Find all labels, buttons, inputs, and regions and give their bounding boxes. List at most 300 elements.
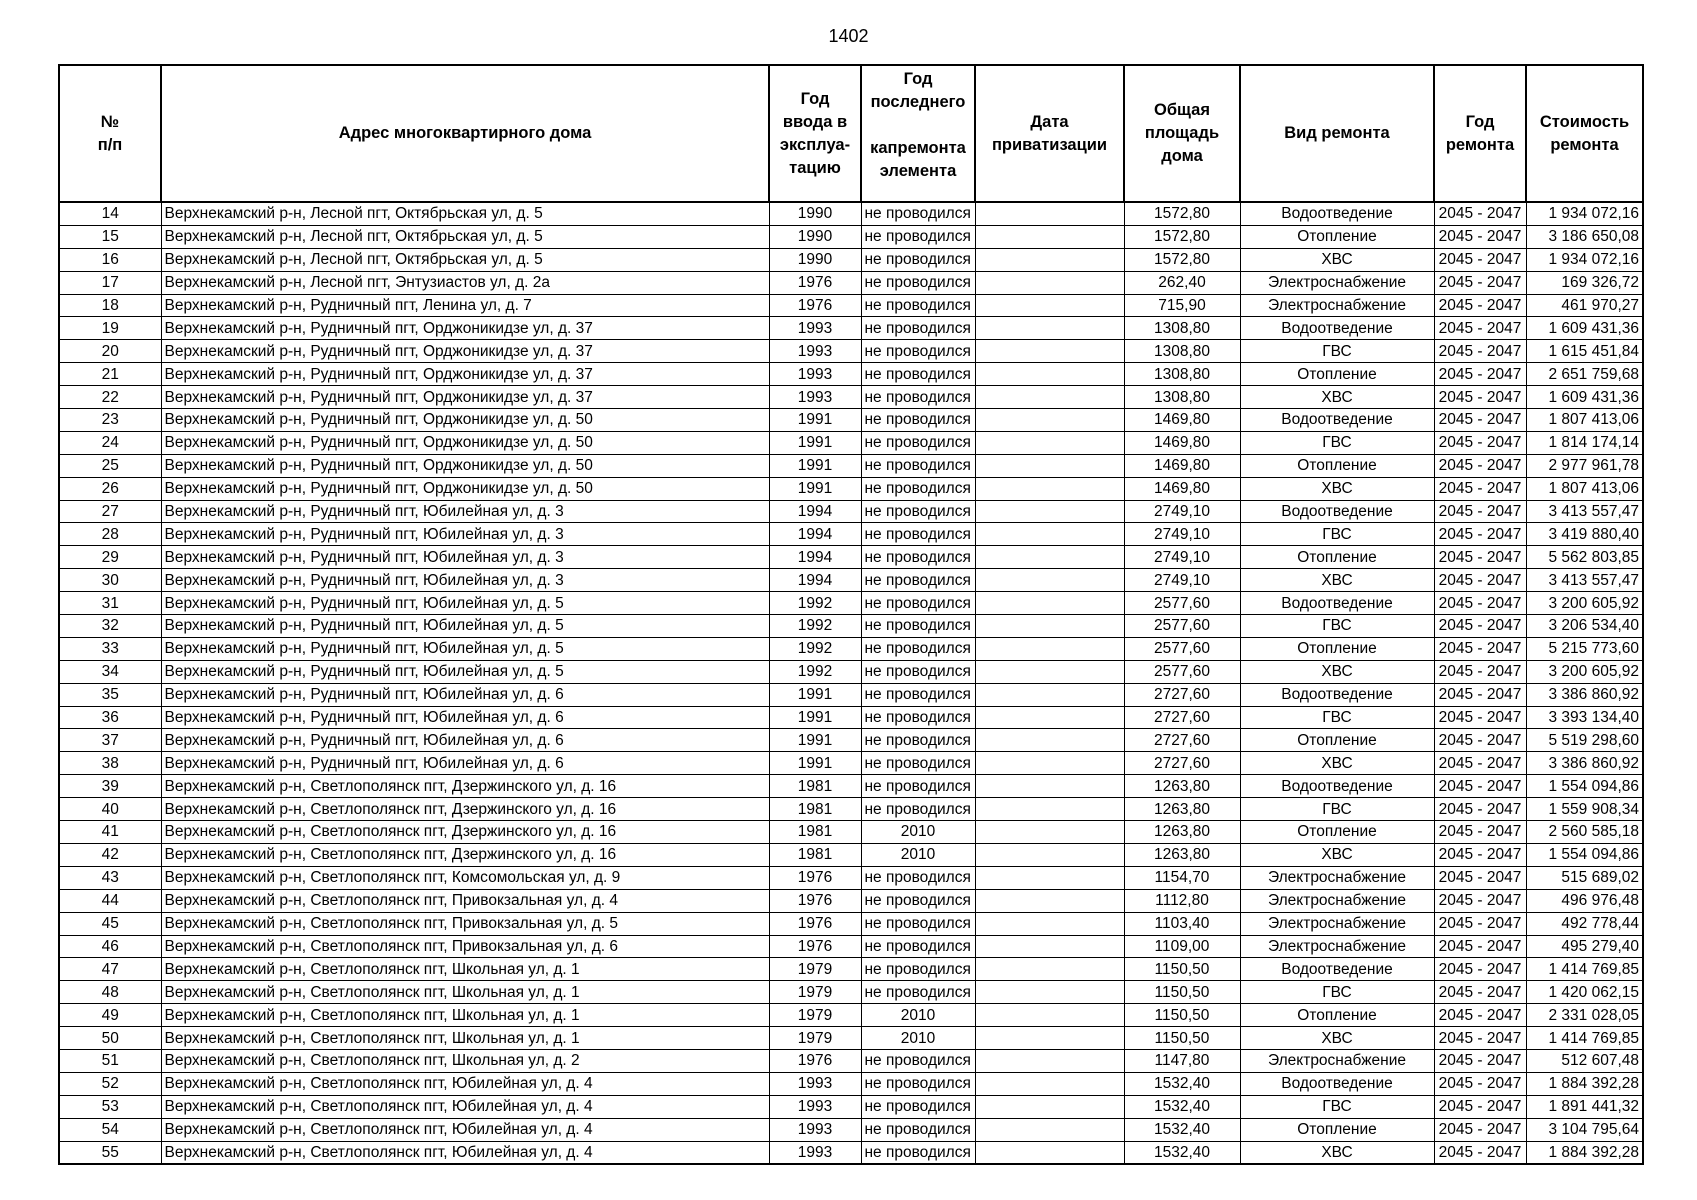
header-total-area: Общая площадь дома: [1124, 65, 1240, 202]
header-repair-type: Вид ремонта: [1240, 65, 1434, 202]
cell-repair-type: Отопление: [1240, 225, 1434, 248]
cell-repair-cost: 461 970,27: [1526, 294, 1643, 317]
cell-privatization: [975, 500, 1124, 523]
cell-address: Верхнекамский р-н, Светлополянск пгт, Юбилейная ул, д. 4: [161, 1095, 769, 1118]
cell-repair-type: Водоотведение: [1240, 592, 1434, 615]
cell-total-area: 1263,80: [1124, 798, 1240, 821]
cell-last-repair: не проводился: [861, 1095, 975, 1118]
cell-commission-year: 1993: [769, 1118, 861, 1141]
cell-repair-type: Отопление: [1240, 729, 1434, 752]
cell-commission-year: 1990: [769, 248, 861, 271]
cell-repair-cost: 1 609 431,36: [1526, 317, 1643, 340]
cell-num: 42: [59, 843, 161, 866]
cell-repair-cost: 3 386 860,92: [1526, 752, 1643, 775]
cell-last-repair: не проводился: [861, 1141, 975, 1164]
cell-repair-type: ГВС: [1240, 340, 1434, 363]
cell-repair-type: Водоотведение: [1240, 500, 1434, 523]
cell-last-repair: не проводился: [861, 569, 975, 592]
cell-repair-year: 2045 - 2047: [1434, 1072, 1526, 1095]
cell-total-area: 1308,80: [1124, 340, 1240, 363]
header-row: [59, 65, 1643, 202]
cell-commission-year: 1990: [769, 202, 861, 225]
cell-commission-year: 1991: [769, 752, 861, 775]
cell-commission-year: 1976: [769, 294, 861, 317]
cell-privatization: [975, 523, 1124, 546]
cell-privatization: [975, 454, 1124, 477]
cell-commission-year: 1992: [769, 615, 861, 638]
header-address: Адрес многоквартирного дома: [161, 65, 769, 202]
cell-repair-type: ГВС: [1240, 981, 1434, 1004]
cell-privatization: [975, 729, 1124, 752]
cell-num: 34: [59, 660, 161, 683]
cell-address: Верхнекамский р-н, Светлополянск пгт, Школьная ул, д. 1: [161, 1027, 769, 1050]
table-row: [59, 729, 1643, 752]
cell-repair-year: 2045 - 2047: [1434, 843, 1526, 866]
cell-num: 51: [59, 1049, 161, 1072]
cell-num: 55: [59, 1141, 161, 1164]
cell-address: Верхнекамский р-н, Светлополянск пгт, Привокзальная ул, д. 4: [161, 889, 769, 912]
cell-num: 23: [59, 409, 161, 432]
table-row: [59, 431, 1643, 454]
cell-privatization: [975, 248, 1124, 271]
cell-repair-cost: 3 104 795,64: [1526, 1118, 1643, 1141]
cell-commission-year: 1991: [769, 706, 861, 729]
cell-repair-cost: 515 689,02: [1526, 866, 1643, 889]
cell-last-repair: не проводился: [861, 683, 975, 706]
cell-privatization: [975, 912, 1124, 935]
cell-repair-type: ХВС: [1240, 569, 1434, 592]
cell-last-repair: не проводился: [861, 248, 975, 271]
cell-last-repair: не проводился: [861, 431, 975, 454]
cell-commission-year: 1993: [769, 363, 861, 386]
cell-repair-year: 2045 - 2047: [1434, 225, 1526, 248]
table-row: [59, 775, 1643, 798]
cell-total-area: 2577,60: [1124, 615, 1240, 638]
table-row: [59, 637, 1643, 660]
cell-privatization: [975, 821, 1124, 844]
cell-last-repair: не проводился: [861, 202, 975, 225]
cell-repair-year: 2045 - 2047: [1434, 798, 1526, 821]
cell-repair-type: Электроснабжение: [1240, 294, 1434, 317]
cell-privatization: [975, 363, 1124, 386]
cell-commission-year: 1991: [769, 477, 861, 500]
cell-privatization: [975, 225, 1124, 248]
cell-commission-year: 1994: [769, 500, 861, 523]
cell-commission-year: 1981: [769, 843, 861, 866]
cell-commission-year: 1981: [769, 821, 861, 844]
cell-privatization: [975, 889, 1124, 912]
cell-privatization: [975, 317, 1124, 340]
cell-num: 16: [59, 248, 161, 271]
cell-repair-year: 2045 - 2047: [1434, 1141, 1526, 1164]
cell-num: 19: [59, 317, 161, 340]
cell-commission-year: 1976: [769, 889, 861, 912]
cell-num: 18: [59, 294, 161, 317]
cell-privatization: [975, 683, 1124, 706]
cell-repair-type: ГВС: [1240, 431, 1434, 454]
cell-num: 46: [59, 935, 161, 958]
cell-repair-year: 2045 - 2047: [1434, 202, 1526, 225]
table-row: [59, 592, 1643, 615]
cell-address: Верхнекамский р-н, Светлополянск пгт, Дзержинского ул, д. 16: [161, 798, 769, 821]
cell-commission-year: 1992: [769, 637, 861, 660]
header-commission-year: Год ввода в эксплуа- тацию: [769, 65, 861, 202]
cell-commission-year: 1993: [769, 1095, 861, 1118]
cell-privatization: [975, 477, 1124, 500]
table-row: [59, 615, 1643, 638]
cell-repair-cost: 2 977 961,78: [1526, 454, 1643, 477]
table-row: [59, 889, 1643, 912]
cell-commission-year: 1979: [769, 981, 861, 1004]
cell-privatization: [975, 1118, 1124, 1141]
cell-num: 44: [59, 889, 161, 912]
cell-total-area: 2727,60: [1124, 752, 1240, 775]
table-row: [59, 660, 1643, 683]
cell-repair-type: Отопление: [1240, 546, 1434, 569]
cell-repair-cost: 2 651 759,68: [1526, 363, 1643, 386]
cell-commission-year: 1979: [769, 1027, 861, 1050]
cell-last-repair: не проводился: [861, 317, 975, 340]
cell-last-repair: 2010: [861, 821, 975, 844]
cell-repair-type: Отопление: [1240, 363, 1434, 386]
cell-privatization: [975, 431, 1124, 454]
cell-num: 37: [59, 729, 161, 752]
cell-address: Верхнекамский р-н, Рудничный пгт, Орджоникидзе ул, д. 37: [161, 317, 769, 340]
cell-repair-cost: 2 560 585,18: [1526, 821, 1643, 844]
cell-last-repair: не проводился: [861, 271, 975, 294]
cell-address: Верхнекамский р-н, Светлополянск пгт, Привокзальная ул, д. 6: [161, 935, 769, 958]
cell-last-repair: не проводился: [861, 592, 975, 615]
cell-address: Верхнекамский р-н, Рудничный пгт, Юбилейная ул, д. 3: [161, 569, 769, 592]
cell-address: Верхнекамский р-н, Рудничный пгт, Орджоникидзе ул, д. 50: [161, 409, 769, 432]
cell-repair-type: Электроснабжение: [1240, 889, 1434, 912]
cell-repair-year: 2045 - 2047: [1434, 637, 1526, 660]
cell-repair-type: ГВС: [1240, 615, 1434, 638]
cell-repair-cost: 1 615 451,84: [1526, 340, 1643, 363]
cell-total-area: 1572,80: [1124, 225, 1240, 248]
cell-repair-type: Водоотведение: [1240, 683, 1434, 706]
cell-total-area: 1103,40: [1124, 912, 1240, 935]
cell-last-repair: 2010: [861, 1004, 975, 1027]
cell-repair-cost: 1 554 094,86: [1526, 775, 1643, 798]
table-row: [59, 569, 1643, 592]
cell-address: Верхнекамский р-н, Рудничный пгт, Юбилейная ул, д. 6: [161, 706, 769, 729]
cell-privatization: [975, 775, 1124, 798]
cell-repair-cost: 1 891 441,32: [1526, 1095, 1643, 1118]
cell-address: Верхнекамский р-н, Светлополянск пгт, Привокзальная ул, д. 5: [161, 912, 769, 935]
cell-address: Верхнекамский р-н, Светлополянск пгт, Школьная ул, д. 1: [161, 958, 769, 981]
cell-repair-year: 2045 - 2047: [1434, 752, 1526, 775]
cell-repair-type: ХВС: [1240, 477, 1434, 500]
cell-commission-year: 1976: [769, 912, 861, 935]
cell-repair-type: Водоотведение: [1240, 202, 1434, 225]
cell-repair-type: ХВС: [1240, 752, 1434, 775]
cell-repair-type: Электроснабжение: [1240, 1049, 1434, 1072]
cell-privatization: [975, 271, 1124, 294]
cell-address: Верхнекамский р-н, Лесной пгт, Октябрьская ул, д. 5: [161, 225, 769, 248]
cell-repair-year: 2045 - 2047: [1434, 271, 1526, 294]
cell-address: Верхнекамский р-н, Рудничный пгт, Юбилейная ул, д. 5: [161, 615, 769, 638]
cell-commission-year: 1992: [769, 592, 861, 615]
cell-repair-cost: 5 519 298,60: [1526, 729, 1643, 752]
cell-privatization: [975, 569, 1124, 592]
cell-repair-year: 2045 - 2047: [1434, 523, 1526, 546]
cell-last-repair: 2010: [861, 843, 975, 866]
cell-commission-year: 1976: [769, 935, 861, 958]
cell-privatization: [975, 1004, 1124, 1027]
table-row: [59, 752, 1643, 775]
cell-repair-cost: 3 186 650,08: [1526, 225, 1643, 248]
cell-num: 40: [59, 798, 161, 821]
cell-num: 35: [59, 683, 161, 706]
cell-total-area: 1532,40: [1124, 1095, 1240, 1118]
cell-total-area: 2749,10: [1124, 523, 1240, 546]
table-row: [59, 500, 1643, 523]
cell-address: Верхнекамский р-н, Рудничный пгт, Юбилейная ул, д. 3: [161, 546, 769, 569]
cell-repair-year: 2045 - 2047: [1434, 683, 1526, 706]
cell-repair-type: ХВС: [1240, 660, 1434, 683]
cell-total-area: 2727,60: [1124, 683, 1240, 706]
table-row: [59, 523, 1643, 546]
cell-repair-year: 2045 - 2047: [1434, 889, 1526, 912]
cell-commission-year: 1976: [769, 866, 861, 889]
cell-total-area: 2577,60: [1124, 592, 1240, 615]
cell-repair-year: 2045 - 2047: [1434, 592, 1526, 615]
cell-privatization: [975, 660, 1124, 683]
cell-commission-year: 1994: [769, 546, 861, 569]
cell-address: Верхнекамский р-н, Светлополянск пгт, Дзержинского ул, д. 16: [161, 775, 769, 798]
cell-last-repair: не проводился: [861, 523, 975, 546]
cell-total-area: 1469,80: [1124, 454, 1240, 477]
cell-address: Верхнекамский р-н, Рудничный пгт, Орджоникидзе ул, д. 50: [161, 431, 769, 454]
cell-num: 48: [59, 981, 161, 1004]
cell-last-repair: не проводился: [861, 409, 975, 432]
cell-address: Верхнекамский р-н, Светлополянск пгт, Дзержинского ул, д. 16: [161, 821, 769, 844]
cell-repair-type: Водоотведение: [1240, 1072, 1434, 1095]
cell-num: 32: [59, 615, 161, 638]
table-row: [59, 294, 1643, 317]
cell-repair-year: 2045 - 2047: [1434, 317, 1526, 340]
cell-last-repair: не проводился: [861, 889, 975, 912]
cell-commission-year: 1979: [769, 958, 861, 981]
cell-repair-year: 2045 - 2047: [1434, 500, 1526, 523]
table-row: [59, 363, 1643, 386]
cell-num: 41: [59, 821, 161, 844]
cell-commission-year: 1976: [769, 271, 861, 294]
page-number: 1402: [828, 26, 869, 46]
cell-total-area: 2749,10: [1124, 500, 1240, 523]
table-row: [59, 1141, 1643, 1164]
cell-repair-cost: 1 414 769,85: [1526, 958, 1643, 981]
cell-repair-cost: 495 279,40: [1526, 935, 1643, 958]
cell-num: 38: [59, 752, 161, 775]
header-repair-cost: Стоимость ремонта: [1526, 65, 1643, 202]
cell-repair-cost: 3 386 860,92: [1526, 683, 1643, 706]
cell-repair-year: 2045 - 2047: [1434, 958, 1526, 981]
cell-privatization: [975, 706, 1124, 729]
cell-total-area: 2577,60: [1124, 637, 1240, 660]
cell-last-repair: не проводился: [861, 500, 975, 523]
cell-last-repair: не проводился: [861, 1118, 975, 1141]
cell-total-area: 2749,10: [1124, 569, 1240, 592]
cell-total-area: 1572,80: [1124, 248, 1240, 271]
cell-num: 30: [59, 569, 161, 592]
cell-repair-cost: 492 778,44: [1526, 912, 1643, 935]
cell-repair-cost: 3 393 134,40: [1526, 706, 1643, 729]
cell-repair-type: ХВС: [1240, 248, 1434, 271]
cell-last-repair: не проводился: [861, 775, 975, 798]
cell-privatization: [975, 386, 1124, 409]
cell-total-area: 1572,80: [1124, 202, 1240, 225]
cell-last-repair: не проводился: [861, 454, 975, 477]
cell-commission-year: 1994: [769, 569, 861, 592]
cell-last-repair: не проводился: [861, 546, 975, 569]
cell-address: Верхнекамский р-н, Рудничный пгт, Орджоникидзе ул, д. 50: [161, 454, 769, 477]
cell-total-area: 1150,50: [1124, 1004, 1240, 1027]
cell-commission-year: 1993: [769, 317, 861, 340]
cell-privatization: [975, 958, 1124, 981]
cell-address: Верхнекамский р-н, Лесной пгт, Октябрьская ул, д. 5: [161, 202, 769, 225]
cell-commission-year: 1991: [769, 683, 861, 706]
cell-address: Верхнекамский р-н, Рудничный пгт, Ленина ул, д. 7: [161, 294, 769, 317]
table-row: [59, 546, 1643, 569]
cell-address: Верхнекамский р-н, Светлополянск пгт, Школьная ул, д. 2: [161, 1049, 769, 1072]
cell-privatization: [975, 981, 1124, 1004]
cell-address: Верхнекамский р-н, Светлополянск пгт, Юбилейная ул, д. 4: [161, 1141, 769, 1164]
repair-register-table: [58, 64, 1644, 1165]
cell-repair-year: 2045 - 2047: [1434, 409, 1526, 432]
cell-num: 39: [59, 775, 161, 798]
cell-repair-year: 2045 - 2047: [1434, 1004, 1526, 1027]
cell-last-repair: не проводился: [861, 866, 975, 889]
cell-num: 45: [59, 912, 161, 935]
table-row: [59, 1072, 1643, 1095]
header-repair-year: Год ремонта: [1434, 65, 1526, 202]
cell-privatization: [975, 202, 1124, 225]
cell-repair-type: Электроснабжение: [1240, 912, 1434, 935]
cell-last-repair: не проводился: [861, 1049, 975, 1072]
cell-total-area: 2749,10: [1124, 546, 1240, 569]
cell-repair-type: Электроснабжение: [1240, 866, 1434, 889]
cell-total-area: 1112,80: [1124, 889, 1240, 912]
table-row: [59, 271, 1643, 294]
cell-num: 36: [59, 706, 161, 729]
cell-privatization: [975, 1095, 1124, 1118]
cell-total-area: 2727,60: [1124, 706, 1240, 729]
cell-address: Верхнекамский р-н, Светлополянск пгт, Школьная ул, д. 1: [161, 1004, 769, 1027]
cell-repair-cost: 1 609 431,36: [1526, 386, 1643, 409]
cell-repair-type: Водоотведение: [1240, 775, 1434, 798]
cell-total-area: 1469,80: [1124, 409, 1240, 432]
table-row: [59, 958, 1643, 981]
cell-num: 50: [59, 1027, 161, 1050]
cell-total-area: 1109,00: [1124, 935, 1240, 958]
cell-repair-cost: 1 934 072,16: [1526, 248, 1643, 271]
cell-repair-year: 2045 - 2047: [1434, 340, 1526, 363]
cell-total-area: 1308,80: [1124, 386, 1240, 409]
cell-privatization: [975, 409, 1124, 432]
cell-repair-cost: 496 976,48: [1526, 889, 1643, 912]
cell-last-repair: не проводился: [861, 1072, 975, 1095]
cell-total-area: 1263,80: [1124, 821, 1240, 844]
cell-total-area: 262,40: [1124, 271, 1240, 294]
cell-total-area: 715,90: [1124, 294, 1240, 317]
cell-repair-year: 2045 - 2047: [1434, 386, 1526, 409]
cell-repair-year: 2045 - 2047: [1434, 1049, 1526, 1072]
cell-last-repair: не проводился: [861, 706, 975, 729]
cell-privatization: [975, 752, 1124, 775]
cell-address: Верхнекамский р-н, Рудничный пгт, Юбилейная ул, д. 5: [161, 637, 769, 660]
cell-last-repair: не проводился: [861, 363, 975, 386]
cell-address: Верхнекамский р-н, Светлополянск пгт, Комсомольская ул, д. 9: [161, 866, 769, 889]
cell-address: Верхнекамский р-н, Рудничный пгт, Юбилейная ул, д. 3: [161, 500, 769, 523]
cell-privatization: [975, 1027, 1124, 1050]
cell-repair-cost: 5 215 773,60: [1526, 637, 1643, 660]
cell-total-area: 2577,60: [1124, 660, 1240, 683]
cell-address: Верхнекамский р-н, Рудничный пгт, Орджоникидзе ул, д. 37: [161, 363, 769, 386]
cell-repair-cost: 5 562 803,85: [1526, 546, 1643, 569]
cell-total-area: 1150,50: [1124, 981, 1240, 1004]
table-row: [59, 1095, 1643, 1118]
cell-repair-year: 2045 - 2047: [1434, 912, 1526, 935]
cell-commission-year: 1994: [769, 523, 861, 546]
cell-address: Верхнекамский р-н, Лесной пгт, Октябрьская ул, д. 5: [161, 248, 769, 271]
table-row: [59, 409, 1643, 432]
cell-repair-type: Электроснабжение: [1240, 271, 1434, 294]
cell-num: 20: [59, 340, 161, 363]
cell-repair-year: 2045 - 2047: [1434, 775, 1526, 798]
cell-repair-year: 2045 - 2047: [1434, 1118, 1526, 1141]
cell-num: 31: [59, 592, 161, 615]
cell-address: Верхнекамский р-н, Светлополянск пгт, Юбилейная ул, д. 4: [161, 1072, 769, 1095]
cell-last-repair: не проводился: [861, 225, 975, 248]
cell-privatization: [975, 592, 1124, 615]
cell-commission-year: 1976: [769, 1049, 861, 1072]
cell-total-area: 1532,40: [1124, 1118, 1240, 1141]
cell-commission-year: 1993: [769, 1072, 861, 1095]
cell-repair-year: 2045 - 2047: [1434, 294, 1526, 317]
cell-commission-year: 1979: [769, 1004, 861, 1027]
cell-repair-year: 2045 - 2047: [1434, 1027, 1526, 1050]
table-row: [59, 202, 1643, 225]
cell-repair-type: ГВС: [1240, 798, 1434, 821]
cell-last-repair: не проводился: [861, 912, 975, 935]
table-row: [59, 477, 1643, 500]
cell-commission-year: 1990: [769, 225, 861, 248]
cell-address: Верхнекамский р-н, Рудничный пгт, Юбилейная ул, д. 3: [161, 523, 769, 546]
cell-repair-cost: 1 559 908,34: [1526, 798, 1643, 821]
cell-repair-cost: 1 554 094,86: [1526, 843, 1643, 866]
cell-repair-type: Водоотведение: [1240, 958, 1434, 981]
cell-repair-type: Водоотведение: [1240, 317, 1434, 340]
cell-num: 25: [59, 454, 161, 477]
cell-address: Верхнекамский р-н, Рудничный пгт, Юбилейная ул, д. 6: [161, 729, 769, 752]
cell-repair-year: 2045 - 2047: [1434, 477, 1526, 500]
cell-address: Верхнекамский р-н, Лесной пгт, Энтузиастов ул, д. 2а: [161, 271, 769, 294]
cell-repair-year: 2045 - 2047: [1434, 546, 1526, 569]
cell-address: Верхнекамский р-н, Рудничный пгт, Орджоникидзе ул, д. 50: [161, 477, 769, 500]
cell-last-repair: не проводился: [861, 477, 975, 500]
cell-privatization: [975, 1049, 1124, 1072]
cell-address: Верхнекамский р-н, Рудничный пгт, Юбилейная ул, д. 6: [161, 752, 769, 775]
cell-repair-cost: 1 414 769,85: [1526, 1027, 1643, 1050]
cell-repair-type: ГВС: [1240, 706, 1434, 729]
cell-total-area: 1150,50: [1124, 1027, 1240, 1050]
cell-num: 17: [59, 271, 161, 294]
cell-repair-cost: 1 814 174,14: [1526, 431, 1643, 454]
cell-privatization: [975, 866, 1124, 889]
cell-privatization: [975, 546, 1124, 569]
